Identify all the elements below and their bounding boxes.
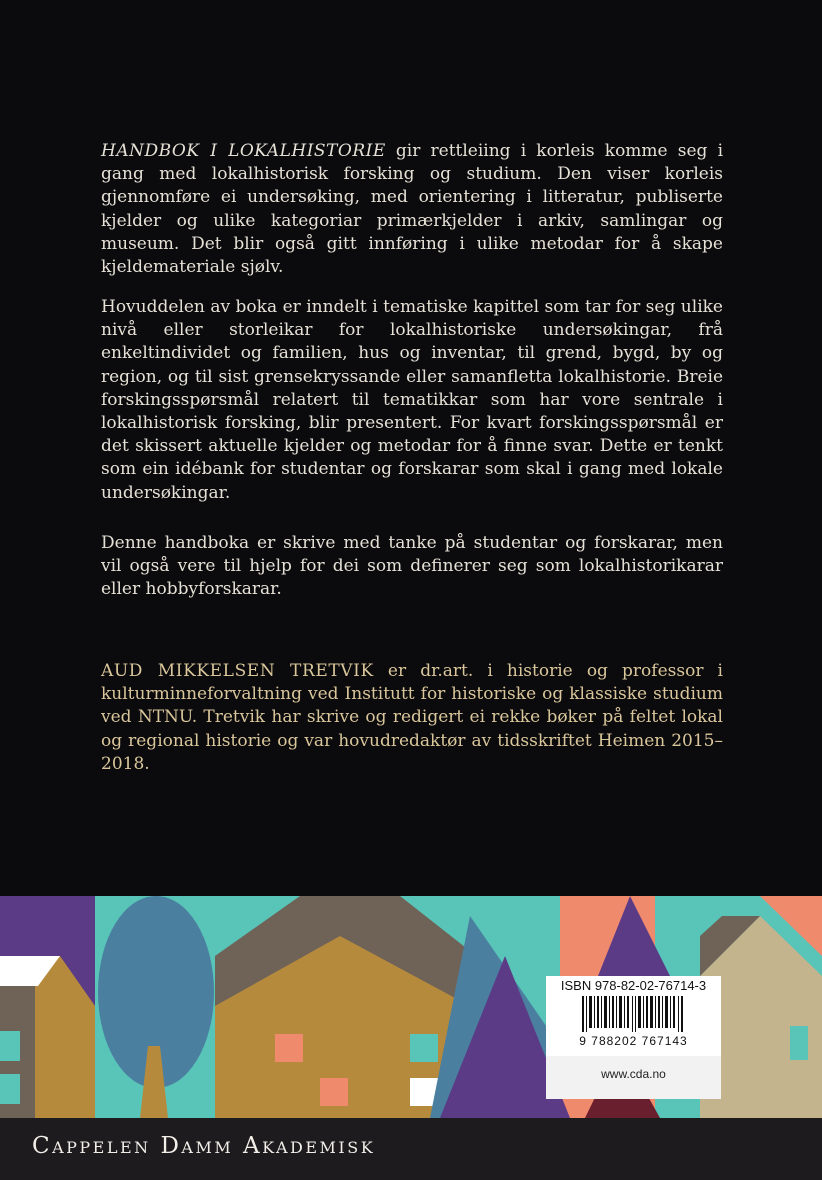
publisher-bar bbox=[0, 1118, 822, 1180]
author-bio bbox=[101, 660, 723, 776]
isbn-number: ISBN 978-82-02-76714-3 bbox=[560, 978, 707, 993]
author-name: AUD MIKKELSEN TRETVIK bbox=[101, 661, 374, 681]
barcode-digits: 9 788202 767143 bbox=[579, 1034, 688, 1048]
blurb-paragraph-2: Hovuddelen av boka er inndelt i tematiske kapittel som tar for seg ulike nivå eller storleikar for lokalhistoriske undersøkingar, frå enkeltindividet og familien, hus og inventar, til grend, bygd, by og region, og til sist grensekryssande eller samanfletta lokalhistorie. Breie forskingsspørsmål relatert til tematikkar som har vore sentrale i lokalhistorisk forsking, blir presentert. For kvart forskingsspørsmål er det skissert aktuelle kjelder og metodar for å finne svar. Dette er tenkt som ein idébank for studentar og forskarar som skal i gang med lokale undersøkingar. bbox=[101, 297, 723, 503]
author-bio-text: er dr.art. i historie og professor i kulturminneforvaltning ved Institutt for historiske og klassiske studium ved NTNU. Tretvik har skrive og redigert ei rekke bøker på feltet lokal og regional historie og var hovudredaktør av tidsskriftet Heimen 2015–2018. bbox=[101, 661, 723, 774]
barcode-icon bbox=[582, 996, 686, 1032]
blurb-paragraph-3: Denne handboka er skrive med tanke på studentar og forskarar, men vil også vere til hjelp for dei som definerer seg som lokalhistorikarar eller hobbyforskarar. bbox=[101, 533, 723, 600]
blurb-paragraph-1-text: gir rettleiing i korleis komme seg i gang med lokalhistorisk forsking og studium. Den viser korleis gjennomføre ei undersøking, med orientering i litteratur, publiserte kjelder og ulike kategoriar primærkjelder i arkiv, samlingar og museum. Det blir også gitt innføring i ulike metodar for å skape kjeldemateriale sjølv. bbox=[101, 141, 724, 278]
publisher-url: www.cda.no bbox=[546, 1056, 721, 1099]
blurb-paragraph-1 bbox=[101, 140, 723, 279]
publisher-name: Cappelen Damm Akademisk bbox=[32, 1133, 376, 1159]
book-title-inline: HANDBOK I LOKALHISTORIE bbox=[101, 141, 386, 161]
isbn-label bbox=[546, 976, 721, 1099]
